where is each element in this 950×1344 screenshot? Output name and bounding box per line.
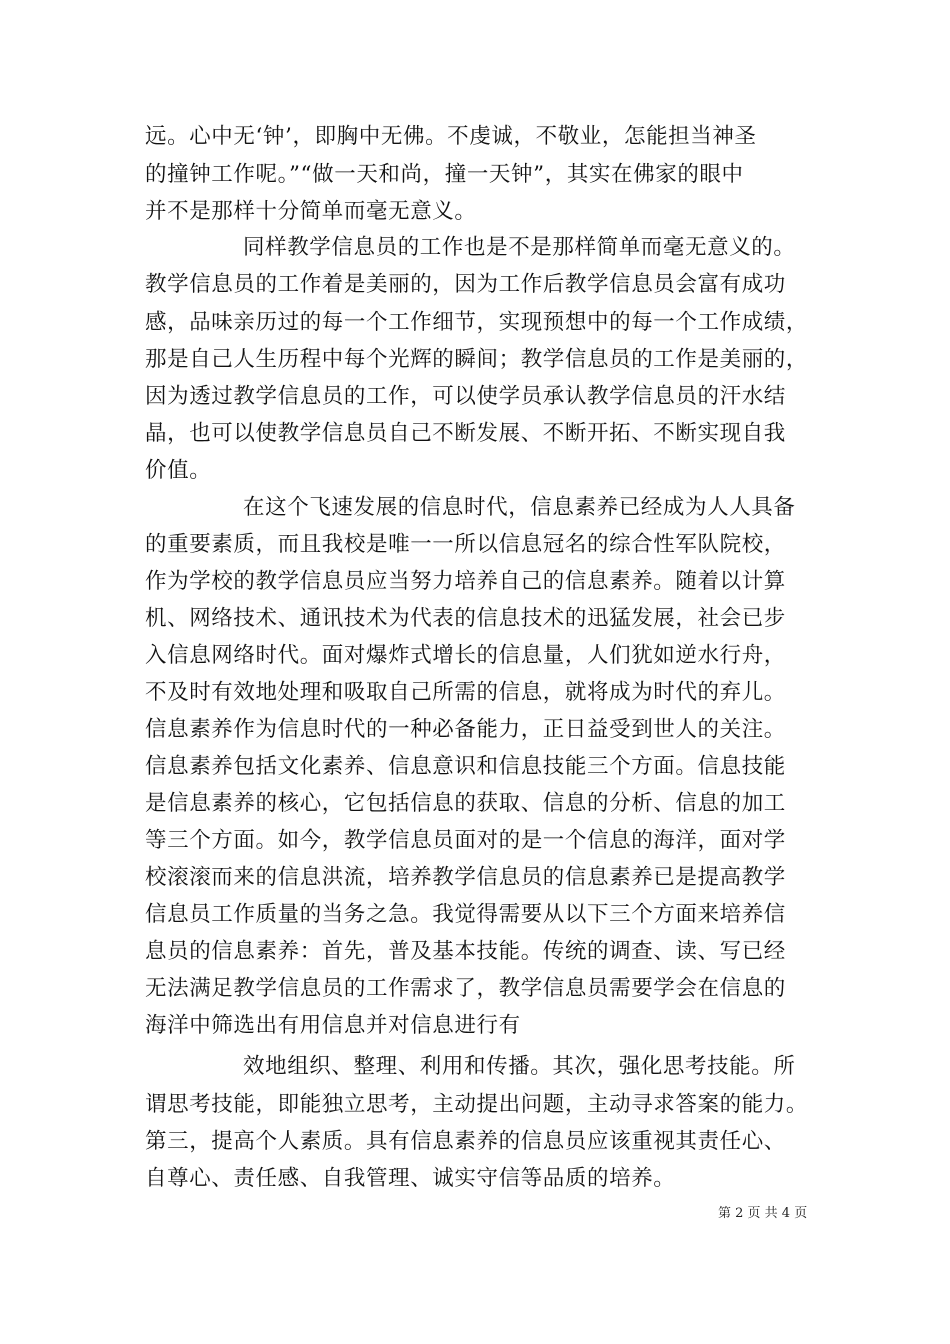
text-line: 在这个飞速发展的信息时代，信息素养已经成为人人具备 — [243, 495, 796, 520]
text-line: 海洋中筛选出有用信息并对信息进行有 — [145, 1013, 521, 1038]
text-line: 效地组织、整理、利用和传播。其次，强化思考技能。所 — [243, 1054, 796, 1079]
text-line: 无法满足教学信息员的工作需求了，教学信息员需要学会在信息的 — [145, 976, 786, 1001]
text-line: 价值。 — [145, 458, 212, 483]
text-line: 远。心中无‘钟’，即胸中无佛。不虔诚，不敬业，怎能担当神圣 — [145, 124, 757, 149]
text-line: 作为学校的教学信息员应当努力培养自己的信息素养。随着以计算 — [145, 569, 786, 594]
text-line: 不及时有效地处理和吸取自己所需的信息，就将成为时代的弃儿。 — [145, 680, 786, 705]
text-line: 信息素养作为信息时代的一种必备能力，正日益受到世人的关注。 — [145, 717, 786, 742]
text-line: 同样教学信息员的工作也是不是那样简单而毫无意义的。 — [243, 235, 796, 260]
text-line: 信息员工作质量的当务之急。我觉得需要从以下三个方面来培养信 — [145, 902, 786, 927]
text-line: 信息素养包括文化素养、信息意识和信息技能三个方面。信息技能 — [145, 754, 786, 779]
text-line: 是信息素养的核心，它包括信息的获取、信息的分析、信息的加工 — [145, 791, 786, 816]
text-line: 因为透过教学信息员的工作，可以使学员承认教学信息员的汗水结 — [145, 384, 786, 409]
text-line: 的重要素质，而且我校是唯一一所以信息冠名的综合性军队院校， — [145, 532, 786, 557]
text-line: 那是自己人生历程中每个光辉的瞬间；教学信息员的工作是美丽的， — [145, 347, 809, 372]
text-line: 感，品味亲历过的每一个工作细节，实现预想中的每一个工作成绩， — [145, 310, 809, 335]
text-line: 第三，提高个人素质。具有信息素养的信息员应该重视其责任心、 — [145, 1129, 786, 1154]
text-line: 晶，也可以使教学信息员自己不断发展、不断开拓、不断实现自我 — [145, 421, 786, 446]
text-line: 机、网络技术、通讯技术为代表的信息技术的迅猛发展，社会已步 — [145, 606, 786, 631]
text-line: 入信息网络时代。面对爆炸式增长的信息量，人们犹如逆水行舟， — [145, 643, 786, 668]
page-number-footer: 第 2 页 共 4 页 — [718, 1206, 808, 1221]
text-line: 的撞钟工作呢。”“做一天和尚，撞一天钟”，其实在佛家的眼中 — [145, 162, 744, 187]
text-line: 校滚滚而来的信息洪流，培养教学信息员的信息素养已是提高教学 — [145, 865, 786, 890]
text-line: 教学信息员的工作着是美丽的，因为工作后教学信息员会富有成功 — [145, 272, 786, 297]
text-line: 息员的信息素养：首先，普及基本技能。传统的调查、读、写已经 — [145, 939, 786, 964]
text-line: 并不是那样十分简单而毫无意义。 — [145, 199, 477, 224]
text-line: 谓思考技能，即能独立思考，主动提出问题，主动寻求答案的能力。 — [145, 1092, 809, 1117]
text-line: 自尊心、责任感、自我管理、诚实守信等品质的培养。 — [145, 1166, 676, 1191]
text-line: 等三个方面。如今，教学信息员面对的是一个信息的海洋，面对学 — [145, 828, 786, 853]
